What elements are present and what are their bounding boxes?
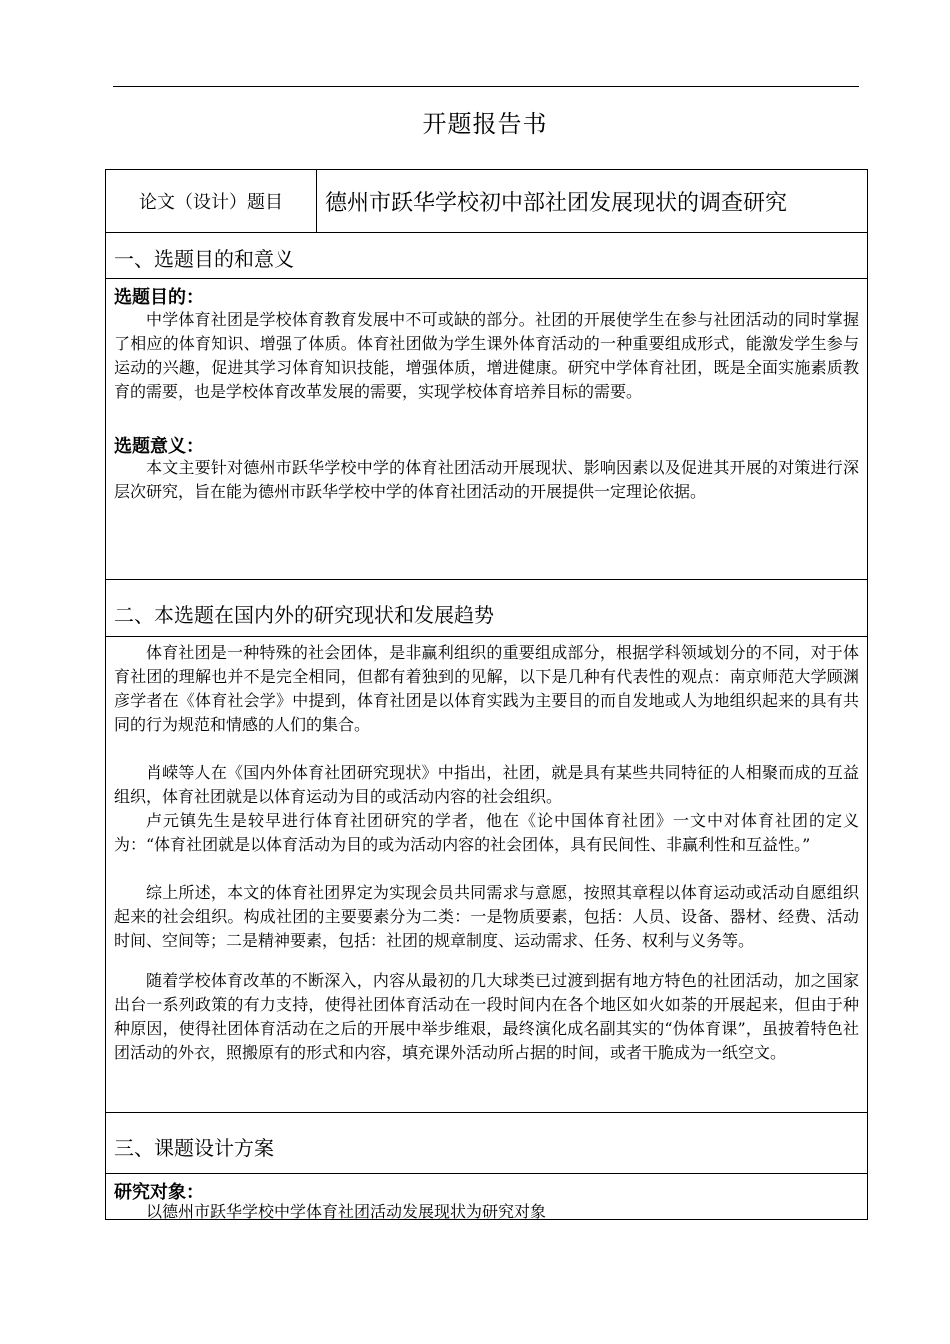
section1-heading: 一、选题目的和意义 [114,247,294,271]
section2-heading: 二、本选题在国内外的研究现状和发展趋势 [114,603,494,627]
object-text: 以德州市跃华学校中学体育社团活动发展现状为研究对象 [146,1202,547,1221]
row-divider [106,232,867,233]
top-rule [113,86,859,87]
row-divider [106,1112,867,1113]
section3-heading: 三、课题设计方案 [114,1136,274,1160]
row-divider [106,1173,867,1174]
thesis-title: 德州市跃华学校初中部社团发展现状的调查研究 [325,190,788,216]
row-divider [106,278,867,279]
research-paragraph-2: 肖嵘等人在《国内外体育社团研究现状》中指出，社团，就是具有某些共同特征的人相聚而成的互益组织，体育社团就是以体育运动为目的或活动内容的社会组织。 [114,763,859,806]
research-paragraph-1: 体育社团是一种特殊的社会团体，是非赢利组织的重要组成部分，根据学科领域划分的不同，对于体育社团的理解也并不是完全相同，但都有着独到的见解，以下是几种有代表性的观点：南京师范大学顾渊彦学者在《体育社会学》中提到，体育社团是以体育实践为主要目的而自发地或人为地组织起来的具有共同的行为规范和情感的人们的集合。 [114,643,859,734]
report-form [105,169,868,1220]
thesis-label: 论文（设计）题目 [139,192,283,213]
research-paragraph-3: 卢元镇先生是较早进行体育社团研究的学者，他在《论中国体育社团》一文中对体育社团的定义为：“体育社团就是以体育活动为目的或为活动内容的社会团体，具有民间性、非赢利性和互益性。” [114,811,859,854]
purpose-text: 中学体育社团是学校体育教育发展中不可或缺的部分。社团的开展使学生在参与社团活动的同时掌握了相应的体育知识、增强了体质。体育社团做为学生课外体育活动的一种重要组成形式，能激发学生参与运动的兴趣，促进其学习体育知识技能，增强体质，增进健康。研究中学体育社团，既是全面实施素质教育的需要，也是学校体育改革发展的需要，实现学校体育培养目标的需要。 [114,310,859,401]
row-divider [106,579,867,580]
research-paragraph-5: 随着学校体育改革的不断深入，内容从最初的几大球类已过渡到据有地方特色的社团活动，加之国家出台一系列政策的有力支持，使得社团体育活动在一段时间内在各个地区如火如荼的开展起来，但由于种种原因，使得社团体育活动在之后的开展中举步维艰，最终演化成名副其实的“伪体育课”，虽披着特色社团活动的外衣，照搬原有的形式和内容，填充课外活动所占据的时间，或者干脆成为一纸空文。 [114,971,859,1062]
significance-text: 本文主要针对德州市跃华学校中学的体育社团活动开展现状、影响因素以及促进其开展的对策进行深层次研究，旨在能为德州市跃华学校中学的体育社团活动的开展提供一定理论依据。 [114,458,859,501]
document-title: 开题报告书 [422,110,548,138]
significance-label: 选题意义： [114,436,204,457]
object-label: 研究对象： [114,1182,204,1203]
row-divider [106,636,867,637]
purpose-label: 选题目的： [114,287,204,308]
research-paragraph-4: 综上所述，本文的体育社团界定为实现会员共同需求与意愿，按照其章程以体育运动或活动自愿组织起来的社会组织。构成社团的主要要素分为二类：一是物质要素，包括：人员、设备、器材、经费、活动时间、空间等；二是精神要素，包括：社团的规章制度、运动需求、任务、权利与义务等。 [114,883,859,950]
